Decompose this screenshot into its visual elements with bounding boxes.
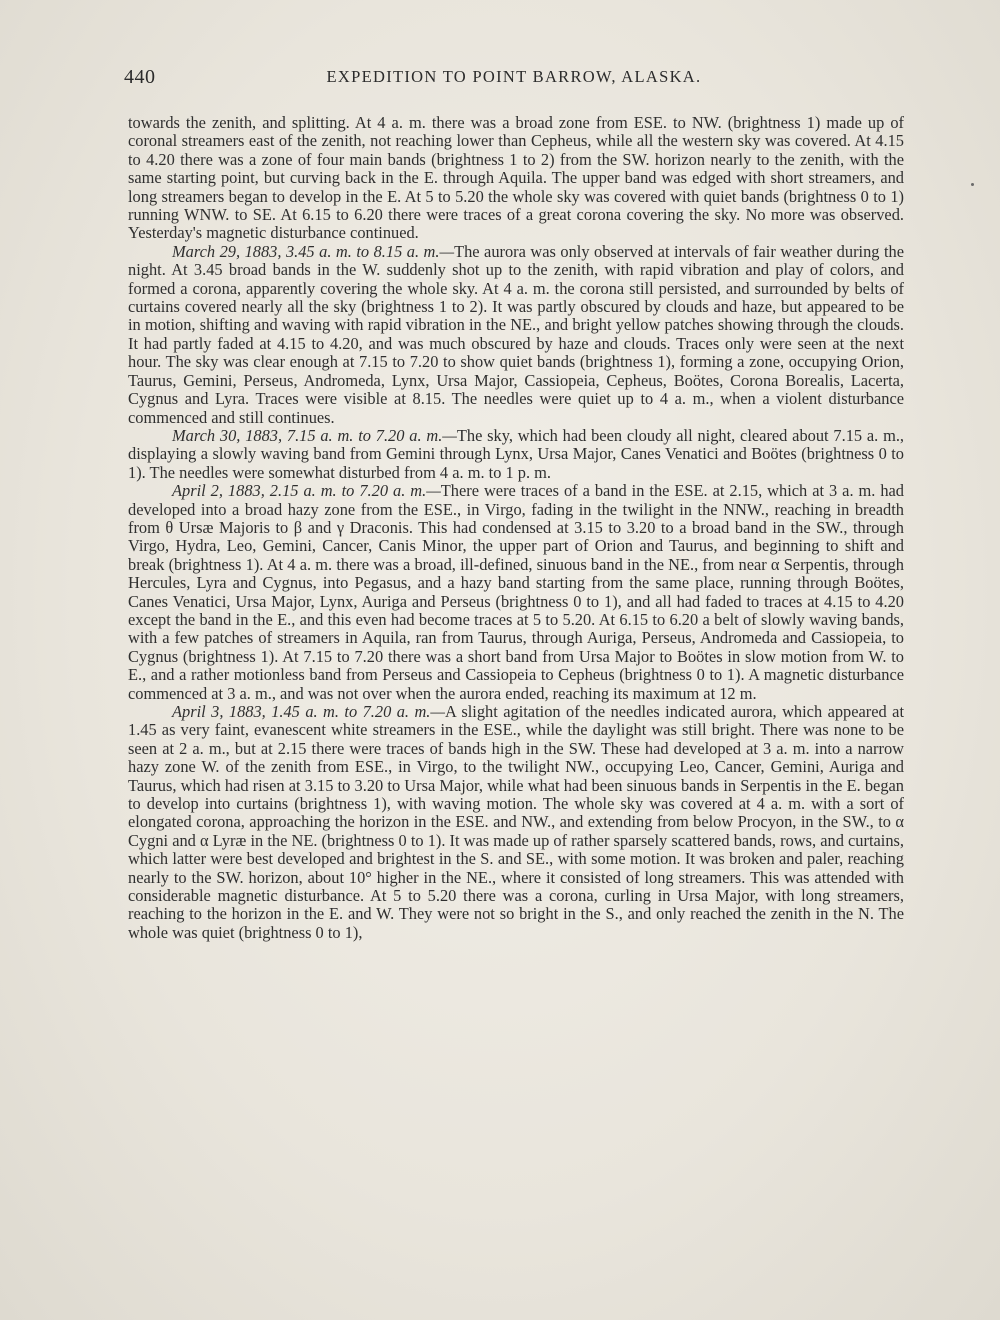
- running-head: EXPEDITION TO POINT BARROW, ALASKA.: [326, 67, 702, 86]
- paragraph-march-30: [128, 427, 904, 482]
- page-header: [124, 66, 904, 96]
- paragraph-text: A slight agitation of the needles indicated aurora, which appeared at 1.45 as very faint, evanescent white streamers in the ESE., while the daylight was still bright. There was none to be seen at 2 a. m., but at 2.15 there were traces of bands high in the SW. These had developed at 3 a. m. into a narrow hazy zone W. of the zenith from ESE., in Virgo, to the twilight NW., occupying Leo, Cancer, Gemini, Auriga and Taurus, which had risen at 3.15 to 3.20 to Ursa Major, while what had been sinuous bands in Serpentis in the E. began to develop into curtains (brightness 1), with waving motion. The whole sky was covered at 4 a. m. with a sort of elongated corona, approaching the horizon in the ESE. and NW., and extending from below Procyon, in the SW., to α Cygni and α Lyræ in the NE. (brightness 0 to 1). It was made up of rather sparsely scattered bands, rows, and curtains, which latter were best developed and brightest in the S. and SE., with some motion. It was broken and paler, reaching nearly to the SW. horizon, about 10° higher in the NE., where it consisted of long streamers. This was attended with considerable magnetic disturbance. At 5 to 5.20 there was a corona, curling in Ursa Major, with long streamers, reaching to the horizon in the E. and W. They were not so bright in the S., and only reached the zenith in the N. The whole was quiet (brightness 0 to 1),: [128, 702, 904, 942]
- entry-date-heading: March 29, 1883, 3.45 a. m. to 8.15 a. m.—: [172, 241, 455, 261]
- paragraph-text: The aurora was only observed at intervals of fair weather during the night. At 3.45 broad bands in the W. suddenly shot up to the zenith, with rapid vibration and play of colors, and formed a corona, apparently covering the whole sky. At 4 a. m. the corona still persisted, and surrounded by belts of curtains covered nearly all the sky (brightness 1 to 2). It was partly obscured by clouds and haze, but appeared to be in motion, shifting and waving with rapid vibration in the NE., and bright yellow patches showing through the clouds. It had partly faded at 4.15 to 4.20, and was much obscured by haze and clouds. Traces only were seen at the next hour. The sky was clear enough at 7.15 to 7.20 to show quiet bands (brightness 1), forming a zone, occupying Orion, Taurus, Gemini, Perseus, Andromeda, Lynx, Ursa Major, Cassiopeia, Cepheus, Boötes, Corona Borealis, Lacerta, Cygnus and Lyra. Traces were visible at 8.15. The needles were quiet up to 4 a. m., when a violent disturbance commenced and still continues.: [128, 241, 904, 427]
- paragraph-continuation: [128, 114, 904, 243]
- paragraph-march-29: [128, 243, 904, 427]
- entry-date-heading: April 3, 1883, 1.45 a. m. to 7.20 a. m.—: [172, 702, 445, 721]
- body-text: [128, 114, 904, 942]
- paragraph-text: The sky, which had been cloudy all night, cleared about 7.15 a. m., displaying a slowly waving band from Gemini through Lynx, Ursa Major, Canes Venatici and Boötes (brightness 0 to 1). The needles were somewhat disturbed from 4 a. m. to 1 p. m.: [128, 425, 905, 482]
- entry-date-heading: March 30, 1883, 7.15 a. m. to 7.20 a. m.—: [172, 425, 457, 445]
- paragraph-april-3: [128, 703, 904, 942]
- paragraph-text: towards the zenith, and splitting. At 4 a. m. there was a broad zone from ESE. to NW. (brightness 1) made up of coronal streamers east of the zenith, not reaching lower than Cepheus, while all the western sky was covered. At 4.15 to 4.20 there was a zone of four main bands (brightness 1 to 2) from the SW. horizon nearly to the zenith, with the same starting point, but curving back in the E. through Aquila. The upper band was edged with short streamers, and long streamers began to develop in the E. At 5 to 5.20 the whole sky was covered with quiet bands (brightness 0 to 1) running WNW. to SE. At 6.15 to 6.20 there were traces of a great corona covering the sky. No more was observed. Yesterday's magnetic disturbance continued.: [128, 113, 904, 243]
- paragraph-april-2: [128, 482, 904, 703]
- entry-date-heading: April 2, 1883, 2.15 a. m. to 7.20 a. m.—: [172, 481, 441, 501]
- page-number: 440: [124, 66, 156, 88]
- paragraph-text: There were traces of a band in the ESE. at 2.15, which at 3 a. m. had developed into a broad hazy zone from the ESE., in Virgo, fading in the twilight in the NNW., reaching in breadth from θ Ursæ Majoris to β and γ Draconis. This had condensed at 3.15 to 3.20 to a broad band in the SW., through Virgo, Hydra, Leo, Gemini, Cancer, Canis Minor, the upper part of Orion and Taurus, and beginning to shift and break (brightness 1). At 4 a. m. there was a broad, ill-defined, sinuous band in the NE., from near α Serpentis, through Hercules, Lyra and Cygnus, into Pegasus, and a hazy band starting from the same place, running through Boötes, Canes Venatici, Ursa Major, Lynx, Auriga and Perseus (brightness 0 to 1), and all had faded to traces at 4.15 to 4.20 except the band in the E., and this even had become traces at 5 to 5.20. At 6.15 to 6.20 a belt of slowly waving bands, with a few patches of streamers in Aquila, ran from Taurus, through Auriga, Perseus, Andromeda and Cassiopeia, to Cygnus (brightness 1). At 7.15 to 7.20 there was a short band from Ursa Major to Boötes in slow motion from W. to E., and a rather motionless band from Perseus and Cassiopeia to Cepheus (brightness 0 to 1). A magnetic disturbance commenced at 3 a. m., and was not over when the aurora ended, reaching its maximum at 12 m.: [128, 481, 905, 703]
- paper-speck: [971, 183, 974, 186]
